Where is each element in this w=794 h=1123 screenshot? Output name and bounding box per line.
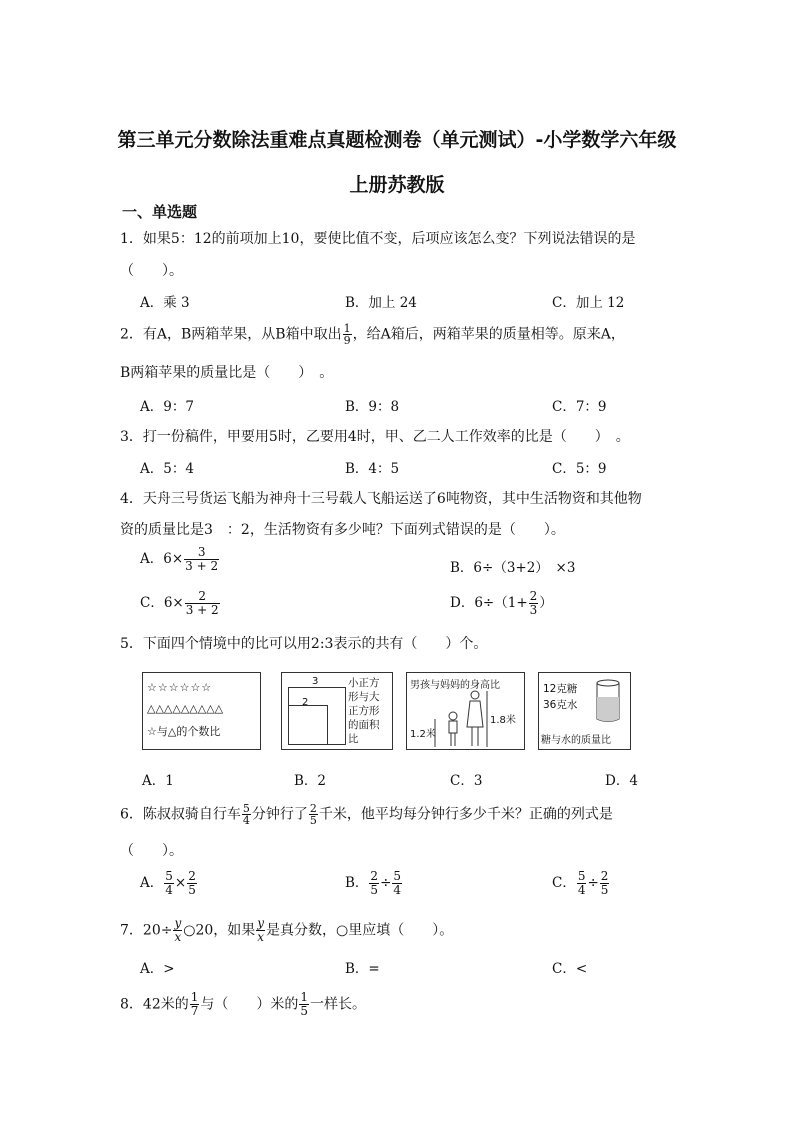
scene-3-caption: 男孩与妈妈的身高比 <box>410 680 500 691</box>
q1-option-b[interactable]: B．加上 24 <box>345 295 417 311</box>
section-heading: 一、单选题 <box>122 203 198 221</box>
q5-option-a[interactable]: A．1 <box>142 773 174 789</box>
question-4-line2: 资的质量比是3 ：2，生活物资有多少吨？下面列式错误的是（ ）。 <box>120 522 565 538</box>
scene-stars-triangles <box>142 672 261 750</box>
q6-fraction-time: $\frac{5}{4}$ <box>242 802 250 827</box>
question-6-line2: （ ）。 <box>120 843 183 859</box>
q3-option-c[interactable]: C．5：9 <box>552 461 607 477</box>
question-6: 6．陈叔叔骑自行车 $\frac{5}{4}$ 分钟行了 $\frac{2}{5}$ 千米，他平均每分钟行多少千米？正确的列式是 <box>120 802 613 827</box>
q7-option-c[interactable]: C．< <box>552 961 588 977</box>
scene-heights <box>406 672 525 750</box>
q6-fraction-distance: $\frac{2}{5}$ <box>309 802 317 827</box>
page-title-line2: 上册苏教版 <box>349 174 445 196</box>
sugar-amount: 12克糖 <box>543 683 578 695</box>
question-2 <box>120 323 625 346</box>
scene-2-caption: 小正方 形与大 正方形 的面积 比 <box>348 677 380 745</box>
q8-fraction-1-5: $\frac{1}{5}$ <box>300 990 309 1018</box>
q4-option-c[interactable]: C．6× $\frac{2}{3 + 2}$ <box>140 589 219 617</box>
question-1: 1．如果5：12的前项加上10，要使比值不变，后项应该怎么变？下列说法错误的是 <box>120 231 636 247</box>
q2-option-a[interactable]: A．9：7 <box>140 399 194 415</box>
q4-c-fraction: $\frac{2}{3 + 2}$ <box>185 589 219 617</box>
q6-option-a[interactable]: A． $\frac{5}{4}$ × $\frac{2}{5}$ <box>140 869 196 897</box>
q4-option-b[interactable]: B．6÷（3+2） ×3 <box>450 560 576 576</box>
q4-a-fraction: $\frac{3}{3 + 2}$ <box>185 545 219 573</box>
boy-height: 1.2米 <box>410 729 436 740</box>
q2-text-pre: 2．有A，B两箱苹果，从B箱中取出 <box>120 326 342 343</box>
q5-option-d[interactable]: D．4 <box>605 773 638 789</box>
question-2-line2: B两箱苹果的质量比是（ ） 。 <box>120 365 334 381</box>
small-square <box>288 705 328 745</box>
big-square-side: 3 <box>312 676 319 687</box>
q4-option-a[interactable]: A．6× $\frac{3}{3 + 2}$ <box>140 545 219 573</box>
mom-height: 1.8米 <box>490 715 516 726</box>
q4-d-fraction: $\frac{2}{3}$ <box>529 589 538 617</box>
q6-option-b[interactable]: B． $\frac{2}{5}$ ÷ $\frac{5}{4}$ <box>345 869 402 897</box>
triangles-row: △△△△△△△△△ <box>147 702 224 715</box>
question-8: 8．42米的 $\frac{1}{7}$ 与（ ）米的 $\frac{1}{5}$ 一样长。 <box>120 990 367 1018</box>
water-amount: 36克水 <box>543 699 578 711</box>
q3-option-b[interactable]: B．4：5 <box>345 461 400 477</box>
q5-option-c[interactable]: C．3 <box>450 773 483 789</box>
page-title: 第三单元分数除法重难点真题检测卷（单元测试）-小学数学六年级 <box>117 129 677 151</box>
q2-text-post: ，给A箱后，两箱苹果的质量相等。原来A， <box>352 326 625 343</box>
small-square-side: 2 <box>302 697 309 708</box>
q3-option-a[interactable]: A．5：4 <box>140 461 194 477</box>
question-1-blank: （ ）。 <box>120 263 183 279</box>
scene-1-caption: ☆与△的个数比 <box>147 725 221 738</box>
question-7: 7．20÷ $\frac{y}{x}$ ○20，如果 $\frac{y}{x}$ 是真分数，○里应填（ ）。 <box>120 916 454 944</box>
q7-option-b[interactable]: B．= <box>345 961 380 977</box>
q4-option-d[interactable]: D．6÷（1+ $\frac{2}{3}$ ） <box>450 589 553 617</box>
q2-fraction: $\frac{1}{9}$ <box>343 322 351 347</box>
scene-squares <box>281 672 393 750</box>
q2-option-c[interactable]: C．7：9 <box>552 399 607 415</box>
q8-fraction-1-7: $\frac{1}{7}$ <box>190 990 199 1018</box>
q1-option-c[interactable]: C．加上 12 <box>552 295 625 311</box>
question-5: 5．下面四个情境中的比可以用2:3表示的共有（ ）个。 <box>120 636 488 652</box>
stars-row: ☆☆☆☆☆☆ <box>147 681 213 694</box>
q2-option-b[interactable]: B．9：8 <box>345 399 400 415</box>
question-4: 4．天舟三号货运飞船为神舟十三号载人飞船运送了6吨物资，其中生活物资和其他物 <box>120 491 642 507</box>
scene-4-caption: 糖与水的质量比 <box>541 735 611 746</box>
question-3: 3．打一份稿件，甲要用5时，乙要用4时，甲、乙二人工作效率的比是（ ） 。 <box>120 429 630 445</box>
q7-fraction-y-x: $\frac{y}{x}$ <box>174 916 182 944</box>
q1-option-a[interactable]: A．乘 3 <box>140 295 190 311</box>
scene-sugar-water <box>538 672 631 750</box>
q7-option-a[interactable]: A．> <box>140 961 175 977</box>
q5-option-b[interactable]: B．2 <box>294 773 327 789</box>
q6-option-c[interactable]: C． $\frac{5}{4}$ ÷ $\frac{2}{5}$ <box>552 869 609 897</box>
glass-icon <box>593 679 623 725</box>
